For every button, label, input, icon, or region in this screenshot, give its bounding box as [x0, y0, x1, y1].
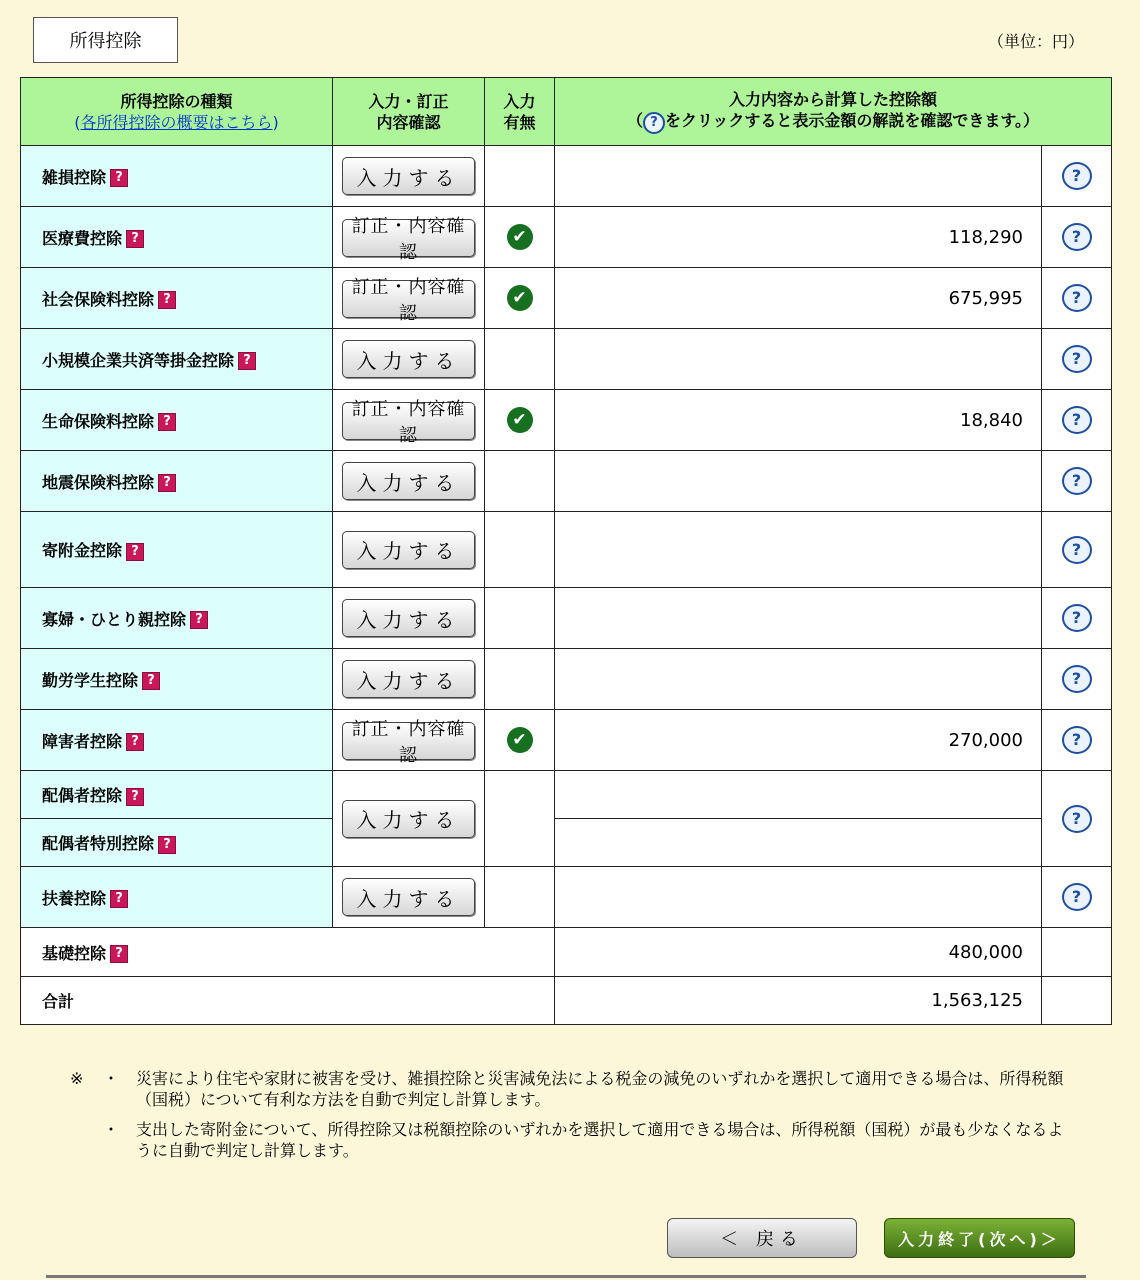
question-icon[interactable]: ? — [126, 733, 144, 751]
amount-cell — [555, 329, 1042, 390]
input-button[interactable]: 入力する — [342, 531, 475, 569]
table-row — [21, 649, 1112, 710]
header-status: 入力 有無 — [485, 78, 555, 146]
input-button[interactable]: 入力する — [342, 660, 475, 698]
status-cell — [485, 207, 555, 268]
input-button[interactable]: 訂正・内容確認 — [342, 219, 475, 257]
input-button[interactable]: 入力する — [342, 340, 475, 378]
help-icon[interactable]: ? — [1062, 284, 1092, 312]
help-cell — [1042, 649, 1112, 710]
question-icon[interactable]: ? — [190, 611, 208, 629]
amount-cell: 480,000 — [555, 928, 1042, 977]
help-icon[interactable]: ? — [1062, 536, 1092, 564]
amount-cell — [555, 588, 1042, 649]
amount-cell — [555, 819, 1042, 867]
help-cell — [1042, 588, 1112, 649]
deduction-name: 地震保険料控除 ? — [21, 451, 333, 512]
help-cell — [1042, 207, 1112, 268]
help-icon[interactable]: ? — [1062, 726, 1092, 754]
table-row — [21, 512, 1112, 588]
input-cell — [333, 329, 485, 390]
help-icon[interactable]: ? — [1062, 805, 1092, 833]
divider — [46, 1275, 1086, 1278]
status-cell — [485, 588, 555, 649]
total-amount: 1,563,125 — [555, 977, 1042, 1025]
input-cell — [333, 451, 485, 512]
status-cell — [485, 867, 555, 928]
check-icon: ✔ — [507, 224, 533, 250]
table-row — [21, 819, 1112, 867]
question-icon[interactable]: ? — [158, 836, 176, 854]
input-button[interactable]: 入力する — [342, 157, 475, 195]
note-1: ※ ・ 災害により住宅や家財に被害を受け、雑損控除と災害減免法による税金の減免のいずれかを選択して適用できる場合は、所得税額（国税）について有利な方法を自動で判定し計算します。 — [70, 1069, 1064, 1109]
deduction-name: 社会保険料控除 ? — [21, 268, 333, 329]
total-label: 合計 — [21, 977, 555, 1025]
deduction-name: 小規模企業共済等掛金控除 ? — [21, 329, 333, 390]
question-icon[interactable]: ? — [126, 788, 144, 806]
help-cell — [1042, 928, 1112, 977]
help-icon[interactable]: ? — [1062, 223, 1092, 251]
notes — [70, 1068, 1070, 1170]
input-button[interactable]: 入力する — [342, 599, 475, 637]
question-icon[interactable]: ? — [158, 413, 176, 431]
header-amount: 入力内容から計算した控除額 （ ? をクリックすると表示金額の解説を確認できます。） — [555, 78, 1112, 146]
table-row — [21, 928, 1112, 977]
input-cell — [333, 771, 485, 867]
help-cell — [1042, 268, 1112, 329]
help-cell — [1042, 146, 1112, 207]
status-cell — [485, 771, 555, 867]
input-button[interactable]: 入力する — [342, 878, 475, 916]
help-icon[interactable]: ? — [1062, 162, 1092, 190]
question-icon[interactable]: ? — [126, 543, 144, 561]
unit-label: （単位：円） — [987, 32, 1084, 51]
amount-cell: 118,290 — [555, 207, 1042, 268]
question-icon[interactable]: ? — [110, 890, 128, 908]
help-icon: ? — [643, 112, 665, 134]
table-row — [21, 451, 1112, 512]
help-cell — [1042, 512, 1112, 588]
input-button[interactable]: 入力する — [342, 462, 475, 500]
question-icon[interactable]: ? — [126, 230, 144, 248]
help-icon[interactable]: ? — [1062, 883, 1092, 911]
input-button[interactable]: 入力する — [342, 800, 475, 838]
status-cell — [485, 649, 555, 710]
check-icon: ✔ — [507, 727, 533, 753]
input-cell — [333, 867, 485, 928]
help-cell — [1042, 451, 1112, 512]
amount-cell: 270,000 — [555, 710, 1042, 771]
table-row — [21, 588, 1112, 649]
question-icon[interactable]: ? — [158, 474, 176, 492]
deduction-name: 扶養控除 ? — [21, 867, 333, 928]
header-input: 入力・訂正 内容確認 — [333, 78, 485, 146]
amount-cell — [555, 146, 1042, 207]
amount-cell — [555, 512, 1042, 588]
input-cell — [333, 268, 485, 329]
check-icon: ✔ — [507, 407, 533, 433]
status-cell — [485, 329, 555, 390]
basic-deduction-name: 基礎控除 ? — [21, 928, 555, 977]
check-icon: ✔ — [507, 285, 533, 311]
amount-cell — [555, 867, 1042, 928]
deduction-name: 雑損控除 ? — [21, 146, 333, 207]
amount-cell — [555, 451, 1042, 512]
help-icon[interactable]: ? — [1062, 665, 1092, 693]
table-row — [21, 710, 1112, 771]
help-icon[interactable]: ? — [1062, 406, 1092, 434]
table-row — [21, 268, 1112, 329]
input-cell — [333, 588, 485, 649]
note-2: ・ 支出した寄附金について、所得控除又は税額控除のいずれかを選択して適用できる場合は、所得税額（国税）が最も少なくなるように自動で判定し計算します。 — [103, 1120, 1064, 1160]
help-cell — [1042, 977, 1112, 1025]
amount-cell — [555, 649, 1042, 710]
header-type: 所得控除の種類 (各所得控除の概要はこちら) — [21, 78, 333, 146]
help-icon[interactable]: ? — [1062, 467, 1092, 495]
deduction-name: 寄附金控除 ? — [21, 512, 333, 588]
question-icon[interactable]: ? — [158, 291, 176, 309]
deduction-name: 医療費控除 ? — [21, 207, 333, 268]
back-button[interactable]: ＜ 戻る — [667, 1218, 857, 1258]
help-icon[interactable]: ? — [1062, 345, 1092, 373]
input-button[interactable]: 訂正・内容確認 — [342, 722, 475, 760]
table-row — [21, 867, 1112, 928]
input-cell — [333, 207, 485, 268]
help-cell — [1042, 867, 1112, 928]
input-button[interactable]: 訂正・内容確認 — [342, 402, 475, 440]
amount-cell: 18,840 — [555, 390, 1042, 451]
help-cell — [1042, 771, 1112, 867]
question-icon[interactable]: ? — [238, 352, 256, 370]
help-cell — [1042, 390, 1112, 451]
status-cell — [485, 512, 555, 588]
overview-link[interactable]: 各所得控除の概要はこちら — [80, 112, 273, 132]
input-cell — [333, 512, 485, 588]
help-cell — [1042, 329, 1112, 390]
input-cell — [333, 649, 485, 710]
deduction-table — [20, 77, 1112, 1025]
amount-cell — [555, 771, 1042, 819]
table-row — [21, 390, 1112, 451]
deduction-name: 障害者控除 ? — [21, 710, 333, 771]
page-title: 所得控除 — [33, 17, 178, 63]
question-icon[interactable]: ? — [110, 945, 128, 963]
deduction-name: 配偶者特別控除 ? — [21, 819, 333, 867]
question-icon[interactable]: ? — [142, 672, 160, 690]
table-row — [21, 207, 1112, 268]
table-row — [21, 146, 1112, 207]
input-cell — [333, 146, 485, 207]
deduction-name: 生命保険料控除 ? — [21, 390, 333, 451]
status-cell — [485, 268, 555, 329]
deduction-name: 寡婦・ひとり親控除 ? — [21, 588, 333, 649]
question-icon[interactable]: ? — [110, 169, 128, 187]
input-cell — [333, 710, 485, 771]
status-cell — [485, 710, 555, 771]
input-button[interactable]: 訂正・内容確認 — [342, 280, 475, 318]
table-row — [21, 771, 1112, 819]
status-cell — [485, 390, 555, 451]
amount-cell: 675,995 — [555, 268, 1042, 329]
deduction-name: 勤労学生控除 ? — [21, 649, 333, 710]
deduction-name: 配偶者控除 ? — [21, 771, 333, 819]
next-button[interactable]: 入力終了(次へ)＞ — [884, 1218, 1075, 1258]
total-row — [21, 977, 1112, 1025]
table-row — [21, 329, 1112, 390]
status-cell — [485, 451, 555, 512]
help-icon[interactable]: ? — [1062, 604, 1092, 632]
status-cell — [485, 146, 555, 207]
help-cell — [1042, 710, 1112, 771]
input-cell — [333, 390, 485, 451]
